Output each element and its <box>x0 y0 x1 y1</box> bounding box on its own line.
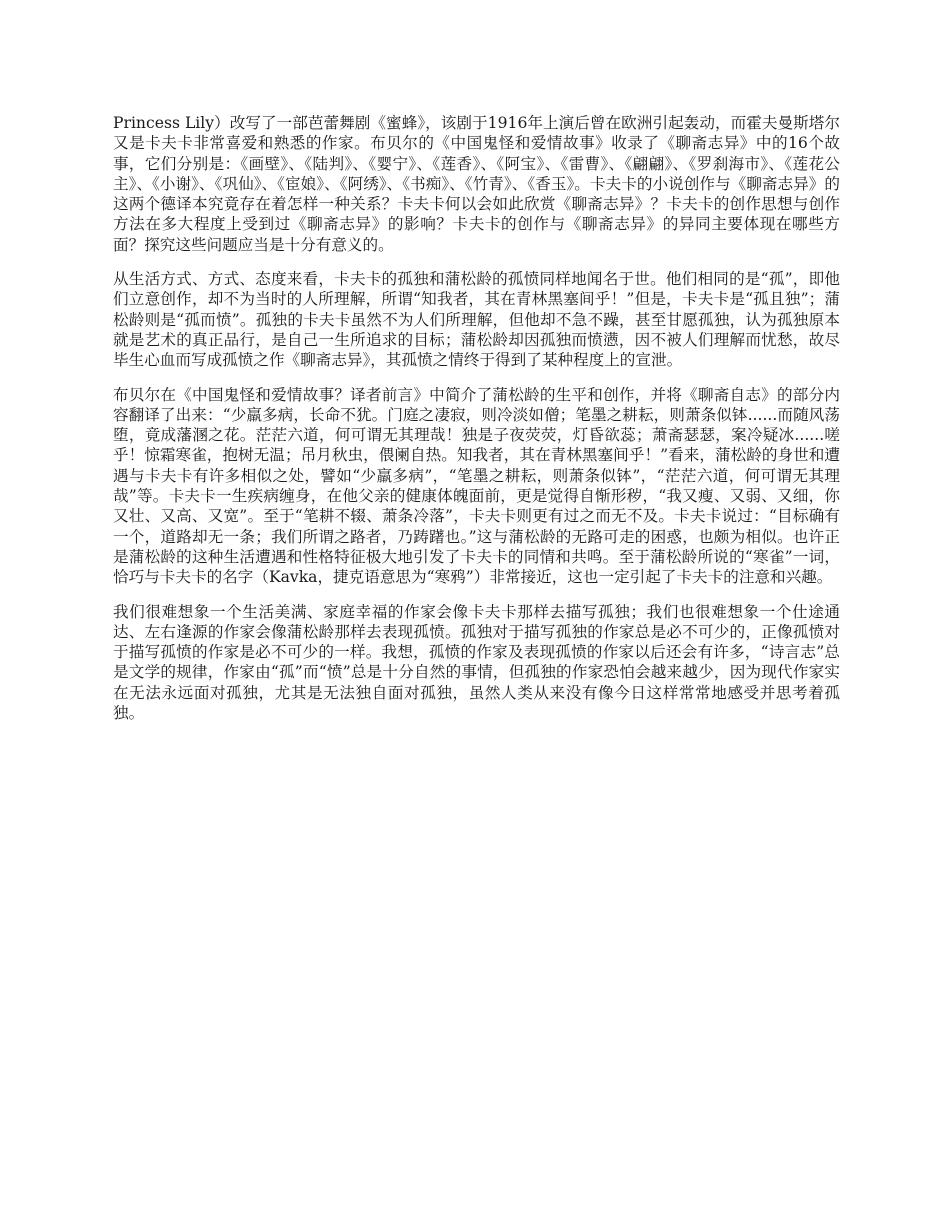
paragraph-2: 从生活方式、方式、态度来看，卡夫卡的孤独和蒲松龄的孤愤同样地闻名于世。他们相同的是“孤”，即他们立意创作，却不为当时的人所理解，所谓“知我者，其在青林黑塞间乎！”但是，卡夫卡是“孤且独”；蒲松龄则是“孤而愤”。孤独的卡夫卡虽然不为人们所理解，但他却不急不躁，甚至甘愿孤独，认为孤独原本就是艺术的真正品行，是自己一生所追求的目标；蒲松龄却因孤独而愤懑，因不被人们理解而忧愁，故尽毕生心血而写成孤愤之作《聊斋志异》，其孤愤之情终于得到了某种程度上的宣泄。 <box>113 270 840 370</box>
paragraph-3: 布贝尔在《中国鬼怪和爱情故事？译者前言》中简介了蒲松龄的生平和创作，并将《聊斋自志》的部分内容翻译了出来：“少羸多病，长命不犹。门庭之凄寂，则冷淡如僧；笔墨之耕耘，则萧条似钵......而随风荡堕，竟成藩溷之花。茫茫六道，何可谓无其理哉！独是子夜荧荧，灯昏欲蕊；萧斋瑟瑟，案冷疑冰......嗟乎！惊霜寒雀，抱树无温；吊月秋虫，偎阑自热。知我者，其在青林黑塞间乎！”看来，蒲松龄的身世和遭遇与卡夫卡有许多相似之处，譬如“少羸多病”，“笔墨之耕耘，则萧条似钵”，“茫茫六道，何可谓无其理哉”等。卡夫卡一生疾病缠身，在他父亲的健康体魄面前，更是觉得自惭形秽，“我又瘦、又弱、又细，你又壮、又高、又宽”。至于“笔耕不辍、萧条冷落”，卡夫卡则更有过之而无不及。卡夫卡说过：“目标确有一个，道路却无一条；我们所谓之路者，乃踌躇也。”这与蒲松龄的无路可走的困惑，也颇为相似。也许正是蒲松龄的这种生活遭遇和性格特征极大地引发了卡夫卡的同情和共鸣。至于蒲松龄所说的“寒雀”一词，恰巧与卡夫卡的名字（Kavka，捷克语意思为“寒鸦”）非常接近，这也一定引起了卡夫卡的注意和兴趣。 <box>113 385 840 587</box>
paragraph-4: 我们很难想象一个生活美满、家庭幸福的作家会像卡夫卡那样去描写孤独；我们也很难想象一个仕途通达、左右逢源的作家会像蒲松龄那样去表现孤愤。孤独对于描写孤独的作家总是必不可少的，正像孤愤对于描写孤愤的作家是必不可少的一样。我想，孤愤的作家及表现孤愤的作家以后还会有许多，“诗言志”总是文学的规律，作家由“孤”而“愤”总是十分自然的事情，但孤独的作家恐怕会越来越少，因为现代作家实在无法永远面对孤独，尤其是无法独自面对孤独，虽然人类从来没有像今日这样常常地感受并思考着孤独。 <box>113 602 840 723</box>
document-page <box>113 113 840 737</box>
paragraph-1: Princess Lily）改写了一部芭蕾舞剧《蜜蜂》，该剧于1916年上演后曾在欧洲引起轰动，而霍夫曼斯塔尔又是卡夫卡非常喜爱和熟悉的作家。布贝尔的《中国鬼怪和爱情故事》收录了《聊斋志异》中的16个故事，它们分别是：《画壁》、《陆判》、《婴宁》、《莲香》、《阿宝》、《雷曹》、《翩翩》、《罗刹海市》、《莲花公主》、《小谢》、《巩仙》、《宦娘》、《阿绣》、《书痴》、《竹青》、《香玉》。卡夫卡的小说创作与《聊斋志异》的这两个德译本究竟存在着怎样一种关系？卡夫卡何以会如此欣赏《聊斋志异》？卡夫卡的创作思想与创作方法在多大程度上受到过《聊斋志异》的影响？卡夫卡的创作与《聊斋志异》的异同主要体现在哪些方面？探究这些问题应当是十分有意义的。 <box>113 114 840 254</box>
